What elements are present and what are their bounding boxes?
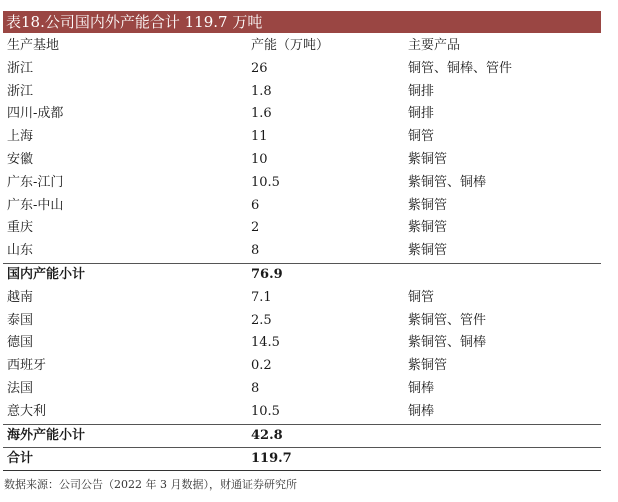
cell-base: 广东-中山 (7, 197, 64, 213)
cell-base: 越南 (7, 289, 34, 305)
cell-base: 重庆 (7, 220, 34, 236)
table-row (3, 149, 601, 172)
cell-capacity: 1.6 (251, 106, 272, 122)
cell-capacity: 7.1 (251, 289, 272, 305)
table-row (3, 378, 601, 401)
cell-base: 山东 (7, 243, 34, 259)
subtotal-capacity: 42.8 (251, 427, 283, 443)
cell-products: 紫铜管 (408, 358, 448, 374)
total-row (3, 447, 601, 471)
cell-products: 铜管、铜棒、管件 (408, 60, 513, 76)
header-base: 生产基地 (7, 38, 60, 53)
total-label: 合计 (7, 451, 34, 467)
cell-products: 紫铜管、铜棒 (408, 174, 487, 190)
cell-capacity: 10 (251, 151, 268, 167)
cell-base: 四川-成都 (7, 106, 64, 122)
cell-products: 紫铜管、管件 (408, 312, 487, 328)
header-products: 主要产品 (408, 38, 461, 53)
cell-capacity: 11 (251, 129, 268, 145)
cell-base: 法国 (7, 380, 34, 396)
cell-base: 浙江 (7, 83, 34, 99)
table-row (3, 287, 601, 310)
table-title: 表18.公司国内外产能合计 119.7 万吨 (3, 11, 601, 33)
cell-base: 西班牙 (7, 358, 47, 374)
table-row (3, 401, 601, 424)
cell-base: 上海 (7, 129, 34, 145)
cell-base: 浙江 (7, 60, 34, 76)
cell-products: 铜管 (408, 289, 435, 305)
cell-products: 铜排 (408, 106, 435, 122)
source-note: 数据来源：公司公告（2022 年 3 月数据），财通证券研究所 (4, 478, 297, 491)
subtotal-label: 国内产能小计 (7, 266, 86, 282)
cell-products: 紫铜管 (408, 220, 448, 236)
cell-capacity: 8 (251, 243, 260, 259)
cell-products: 紫铜管、铜棒 (408, 335, 487, 351)
cell-products: 铜排 (408, 83, 435, 99)
table-row (3, 217, 601, 240)
cell-products: 紫铜管 (408, 243, 448, 259)
table-row (3, 58, 601, 81)
cell-capacity: 2.5 (251, 312, 272, 328)
cell-products: 铜管 (408, 129, 435, 145)
domestic-subtotal-row (3, 263, 601, 287)
subtotal-label: 海外产能小计 (7, 427, 86, 443)
cell-capacity: 2 (251, 220, 260, 236)
table-row (3, 355, 601, 378)
table-row (3, 103, 601, 126)
cell-capacity: 26 (251, 60, 268, 76)
table-row (3, 332, 601, 355)
cell-base: 安徽 (7, 151, 34, 167)
cell-capacity: 1.8 (251, 83, 272, 99)
overseas-subtotal-row (3, 424, 601, 448)
cell-capacity: 8 (251, 380, 260, 396)
cell-products: 铜棒 (408, 380, 435, 396)
cell-products: 铜棒 (408, 403, 435, 419)
table-bottom-rule (3, 470, 601, 471)
cell-capacity: 10.5 (251, 174, 280, 190)
cell-capacity: 14.5 (251, 335, 280, 351)
table-row (3, 240, 601, 263)
cell-base: 广东-江门 (7, 174, 64, 190)
cell-products: 紫铜管 (408, 151, 448, 167)
cell-capacity: 0.2 (251, 358, 272, 374)
cell-base: 泰国 (7, 312, 34, 328)
header-capacity: 产能（万吨） (251, 38, 330, 53)
cell-base: 德国 (7, 335, 34, 351)
cell-capacity: 10.5 (251, 403, 280, 419)
table-row (3, 172, 601, 195)
table-row (3, 81, 601, 104)
cell-products: 紫铜管 (408, 197, 448, 213)
table-row (3, 195, 601, 218)
capacity-table (3, 35, 601, 471)
table-row (3, 126, 601, 149)
table-row (3, 310, 601, 333)
cell-base: 意大利 (7, 403, 47, 419)
total-capacity: 119.7 (251, 451, 292, 467)
cell-capacity: 6 (251, 197, 260, 213)
table-header-row (3, 35, 601, 58)
subtotal-capacity: 76.9 (251, 266, 283, 282)
